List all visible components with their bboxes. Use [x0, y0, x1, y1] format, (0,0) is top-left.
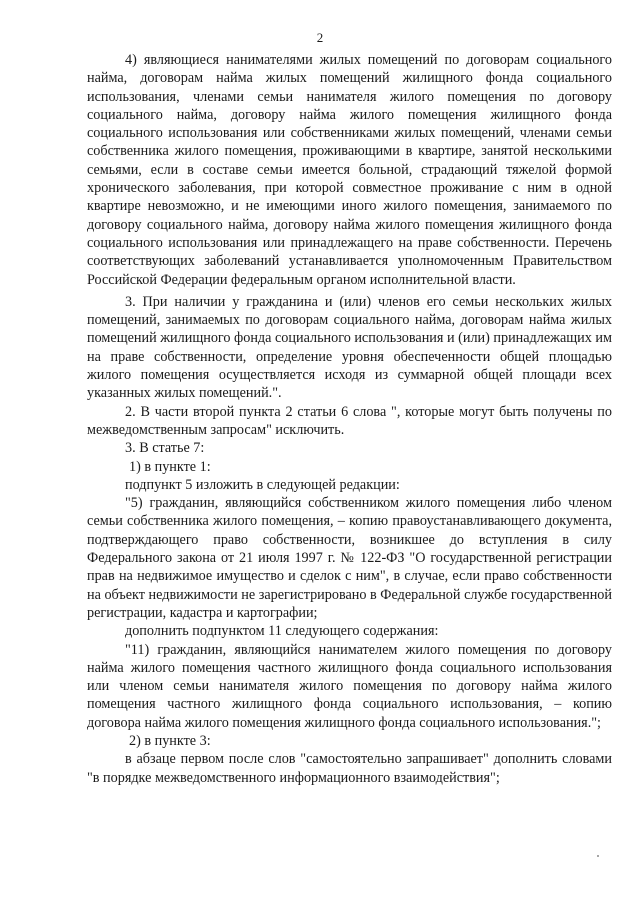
paragraph-first-indent: в абзаце первом после слов "самостоятельно запрашивает" дополнить словами "в порядке межведомственного информационного взаимодействия";: [87, 751, 612, 786]
paragraph-subpoint-11-intro: дополнить подпунктом 11 следующего содержания:: [125, 623, 439, 640]
paragraph-subpoint-11: "11) гражданин, являющийся нанимателем жилого помещения по договору найма жилого помещения частного жилищного фонда социального использования или членом семьи нанимателя жилого помещения по договору найма жилого помещения частного жилищного фонда социального использования, – копию договора найма жилого помещения жилищного фонда социального использования.";: [87, 641, 612, 731]
paragraph-amendment-3: 3. В статье 7:: [125, 440, 205, 457]
paragraph-point-3: 2) в пункте 3:: [129, 732, 211, 749]
paragraph-clause-3: 3. При наличии у гражданина и (или) членов его семьи нескольких жилых помещений, занимаемых по договорам социального найма, договорам найма жилых помещений жилищного фонда социального использования и (или) принадлежащих им на праве собственности, определение уровня обеспеченности общей площадью жилого помещения осуществляется исходя из суммарной общей площади всех указанных жилых помещений.".: [87, 293, 612, 402]
paragraph-subpoint-5-intro: подпункт 5 изложить в следующей редакции:: [125, 476, 400, 493]
paragraph-item-4: 4) являющиеся нанимателями жилых помещений по договорам социального найма, договорам найма жилых помещений жилищного фонда социального использования, членами семьи нанимателя жилого помещения по договору социального найма, договору найма жилого помещения жилищного фонда социального использования или собственниками жилых помещений, членами семьи собственника жилого помещения, проживающими в квартире, занятой несколькими семьями, если в составе семьи имеется больной, страдающий тяжелой формой хронического заболевания, при которой совместное проживание с ним в одной квартире невозможно, и не имеющими иного жилого помещения, занимаемого по договору социального найма, договору найма жилого помещения жилищного фонда социального использования или принадлежащего на праве собственности. Перечень соответствующих заболеваний устанавливается уполномоченным Правительством Российской Федерации федеральным органом исполнительной власти.: [87, 52, 612, 288]
paragraph-amendment-2: 2. В части второй пункта 2 статьи 6 слова ", которые могут быть получены по межведомственным запросам" исключить.: [87, 403, 612, 438]
scan-speck: [597, 855, 599, 857]
document-body: [87, 51, 612, 787]
paragraph-point-1: 1) в пункте 1:: [129, 458, 211, 475]
page-number: 2: [316, 30, 324, 45]
paragraph-subpoint-5: "5) гражданин, являющийся собственником жилого помещения либо членом семьи собственника жилого помещения, – копию правоустанавливающего документа, подтверждающего право собственности, возникшее до вступления в силу Федерального закона от 21 июля 1997 г. № 122-ФЗ "О государственной регистрации прав на недвижимое имущество и сделок с ним", в случае, если право собственности на объект недвижимости не зарегистрировано в Федеральной службе государственной регистрации, кадастра и картографии;: [87, 495, 612, 621]
